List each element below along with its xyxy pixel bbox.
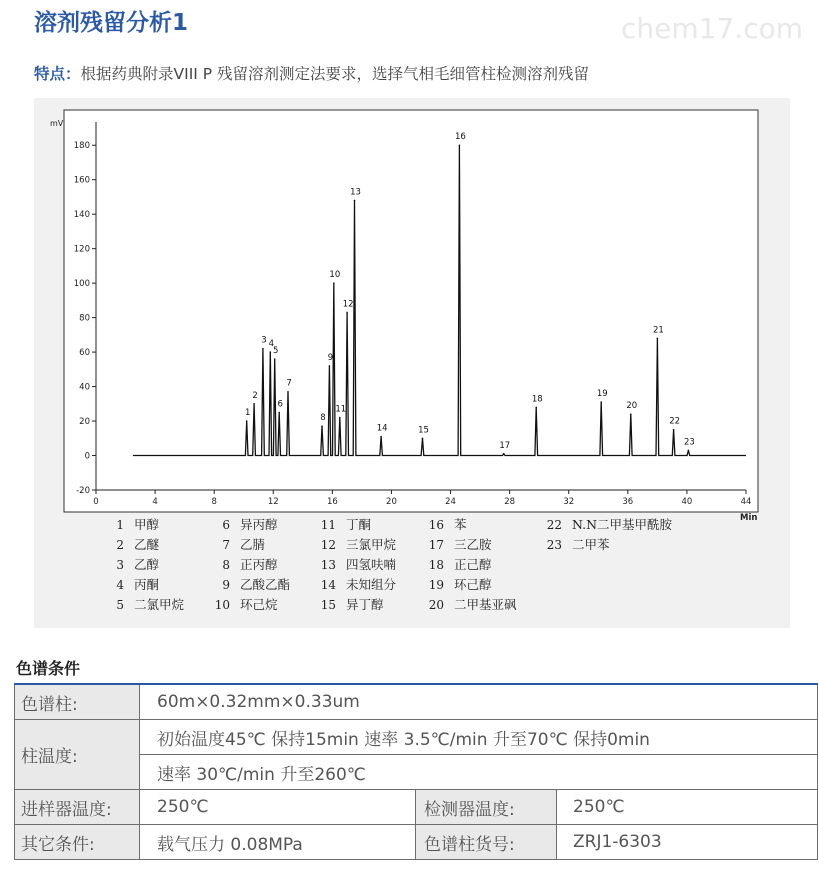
legend-number: 4	[116, 578, 124, 592]
legend-number: 9	[222, 578, 230, 592]
peak-label: 4	[268, 339, 275, 350]
peak-point	[287, 391, 289, 393]
legend-name: 乙醇	[134, 557, 160, 572]
peak-label: 22	[669, 416, 681, 427]
plot-frame	[64, 110, 758, 512]
peak-point	[270, 351, 272, 353]
legend-number: 15	[320, 598, 336, 612]
peak-point	[657, 338, 659, 340]
peak-point	[339, 417, 341, 419]
y-tick-label: 100	[73, 279, 90, 290]
peak-label: 17	[499, 440, 511, 451]
table-row	[15, 790, 818, 825]
column-label: 色谱柱:	[15, 684, 140, 720]
peak-point	[535, 406, 537, 408]
x-tick-label: 32	[563, 497, 575, 507]
y-tick-label: 120	[73, 244, 90, 255]
peak-point	[354, 200, 356, 202]
peak-point	[246, 420, 248, 422]
legend-name: 乙醚	[134, 537, 160, 552]
legend-name: 环己醇	[454, 577, 492, 592]
peak-label: 1	[244, 408, 251, 419]
legend-number: 5	[116, 598, 124, 612]
conditions-table	[14, 683, 818, 860]
y-tick-label: 60	[79, 348, 90, 359]
legend-name: 三氯甲烷	[346, 537, 397, 552]
x-axis-label: Min	[740, 513, 758, 523]
legend-name: 二氯甲烷	[134, 597, 185, 612]
chromatogram-chart	[34, 98, 790, 628]
peak-label: 2	[252, 390, 258, 401]
peak-label: 12	[342, 299, 354, 310]
peak-point	[600, 401, 602, 403]
legend-name: 正丙醇	[240, 557, 278, 572]
temp-label: 柱温度:	[15, 720, 140, 790]
legend-number: 23	[546, 538, 562, 552]
legend-name: 丁酮	[346, 517, 372, 532]
peak-point	[321, 425, 323, 427]
y-axis-label: mV	[50, 119, 64, 128]
peak-point	[333, 282, 335, 284]
peak-label: 21	[652, 325, 664, 336]
features-text: 根据药典附录VIII P 残留溶剂测定法要求，选择气相毛细管柱检测溶剂残留	[80, 65, 590, 83]
chromatogram-figure	[34, 98, 790, 628]
peak-point	[329, 365, 331, 367]
peak-label: 20	[626, 401, 638, 412]
legend-name: 四氢呋喃	[346, 557, 397, 572]
peak-label: 9	[327, 352, 334, 363]
legend-number: 12	[320, 538, 336, 552]
legend-number: 22	[546, 518, 562, 532]
peak-point	[422, 437, 424, 439]
temp-value-1: 初始温度45℃ 保持15min 速率 3.5℃/min 升至70℃ 保持0min	[140, 720, 818, 755]
features-line	[34, 62, 589, 84]
watermark: chem17.com	[621, 12, 803, 45]
partno-label: 色谱柱货号:	[416, 825, 557, 860]
peak-label: 14	[376, 423, 388, 434]
peak-point	[253, 403, 255, 405]
peak-label: 11	[335, 404, 347, 415]
x-tick-label: 8	[211, 497, 217, 507]
peak-label: 8	[320, 413, 326, 424]
peak-label: 6	[277, 399, 283, 410]
features-label: 特点：	[34, 65, 81, 83]
legend-name: 异丙醇	[240, 517, 278, 532]
peak-point	[459, 144, 461, 146]
injector-value: 250℃	[140, 790, 416, 825]
legend-name: 未知组分	[346, 577, 397, 592]
x-tick-label: 4	[152, 497, 158, 507]
x-tick-label: 44	[740, 497, 752, 507]
x-tick-label: 40	[681, 497, 693, 507]
legend-number: 13	[320, 558, 336, 572]
legend-number: 20	[428, 598, 444, 612]
legend-name: 三乙胺	[454, 537, 492, 552]
legend-name: 正己醇	[454, 557, 492, 572]
legend-number: 18	[428, 558, 444, 572]
y-tick-label: 0	[84, 451, 90, 462]
legend-number: 19	[428, 578, 444, 592]
legend-name: 环己烷	[240, 597, 278, 612]
legend-name: 甲醇	[134, 517, 160, 532]
legend-number: 2	[116, 538, 124, 552]
legend-name: 苯	[454, 517, 467, 532]
peak-label: 15	[418, 425, 429, 436]
legend-number: 3	[116, 558, 124, 572]
y-tick-label: 40	[79, 382, 90, 393]
table-row	[15, 825, 818, 860]
other-label: 其它条件:	[15, 825, 140, 860]
peak-label: 13	[350, 187, 361, 198]
y-tick-label: 20	[79, 417, 90, 428]
x-tick-label: 28	[504, 497, 516, 507]
legend-name: 异丁醇	[346, 597, 384, 612]
x-tick-label: 0	[93, 497, 99, 507]
legend-number: 6	[222, 518, 230, 532]
y-tick-label: 160	[73, 175, 90, 186]
x-tick-label: 12	[267, 497, 279, 507]
x-tick-label: 36	[622, 497, 634, 507]
conditions-title: 色谱条件	[16, 659, 81, 678]
legend-name: 乙腈	[240, 537, 266, 552]
peak-label: 23	[683, 437, 695, 448]
detector-label: 检测器温度:	[416, 790, 557, 825]
table-row	[15, 684, 818, 720]
legend-name: 乙酸乙酯	[240, 577, 291, 592]
legend-number: 8	[222, 558, 230, 572]
peak-label: 16	[454, 132, 466, 143]
table-row	[15, 720, 818, 755]
other-value: 载气压力 0.08MPa	[140, 825, 416, 860]
y-tick-label: -20	[76, 486, 90, 496]
peak-point	[630, 413, 632, 415]
legend-number: 10	[214, 598, 230, 612]
y-tick-label: 80	[79, 313, 90, 324]
peak-label: 3	[261, 335, 267, 346]
peak-label: 5	[273, 345, 279, 356]
legend-number: 14	[320, 578, 336, 592]
y-tick-label: 140	[73, 210, 90, 221]
temp-value-2: 速率 30℃/min 升至260℃	[140, 755, 818, 790]
column-value: 60m×0.32mm×0.33um	[140, 684, 818, 720]
legend-number: 11	[320, 518, 336, 532]
x-tick-label: 20	[386, 497, 397, 507]
peak-point	[278, 412, 280, 414]
injector-label: 进样器温度:	[15, 790, 140, 825]
peak-label: 7	[286, 378, 292, 389]
legend-name: 二甲苯	[572, 537, 610, 552]
peak-point	[503, 453, 505, 455]
legend-name: 丙酮	[134, 577, 160, 592]
legend-name: N.N二甲基甲酰胺	[572, 517, 673, 532]
legend-name: 二甲基亚砜	[454, 597, 517, 612]
peak-label: 19	[596, 389, 608, 400]
x-tick-label: 16	[326, 497, 338, 507]
x-tick-label: 24	[445, 497, 456, 507]
peak-point	[262, 348, 264, 350]
legend-number: 7	[222, 538, 230, 552]
peak-point	[346, 312, 348, 314]
detector-value: 250℃	[557, 790, 818, 825]
y-tick-label: 180	[73, 141, 90, 152]
legend-number: 16	[428, 518, 444, 532]
peak-point	[688, 450, 690, 452]
legend-number: 1	[116, 518, 124, 532]
peak-point	[673, 429, 675, 431]
legend-number: 17	[428, 538, 444, 552]
peak-point	[274, 358, 276, 360]
peak-label: 10	[329, 270, 341, 281]
peak-label: 18	[531, 394, 543, 405]
peak-point	[380, 436, 382, 438]
page-title: 溶剂残留分析1	[34, 10, 189, 36]
partno-value: ZRJ1-6303	[557, 825, 818, 860]
